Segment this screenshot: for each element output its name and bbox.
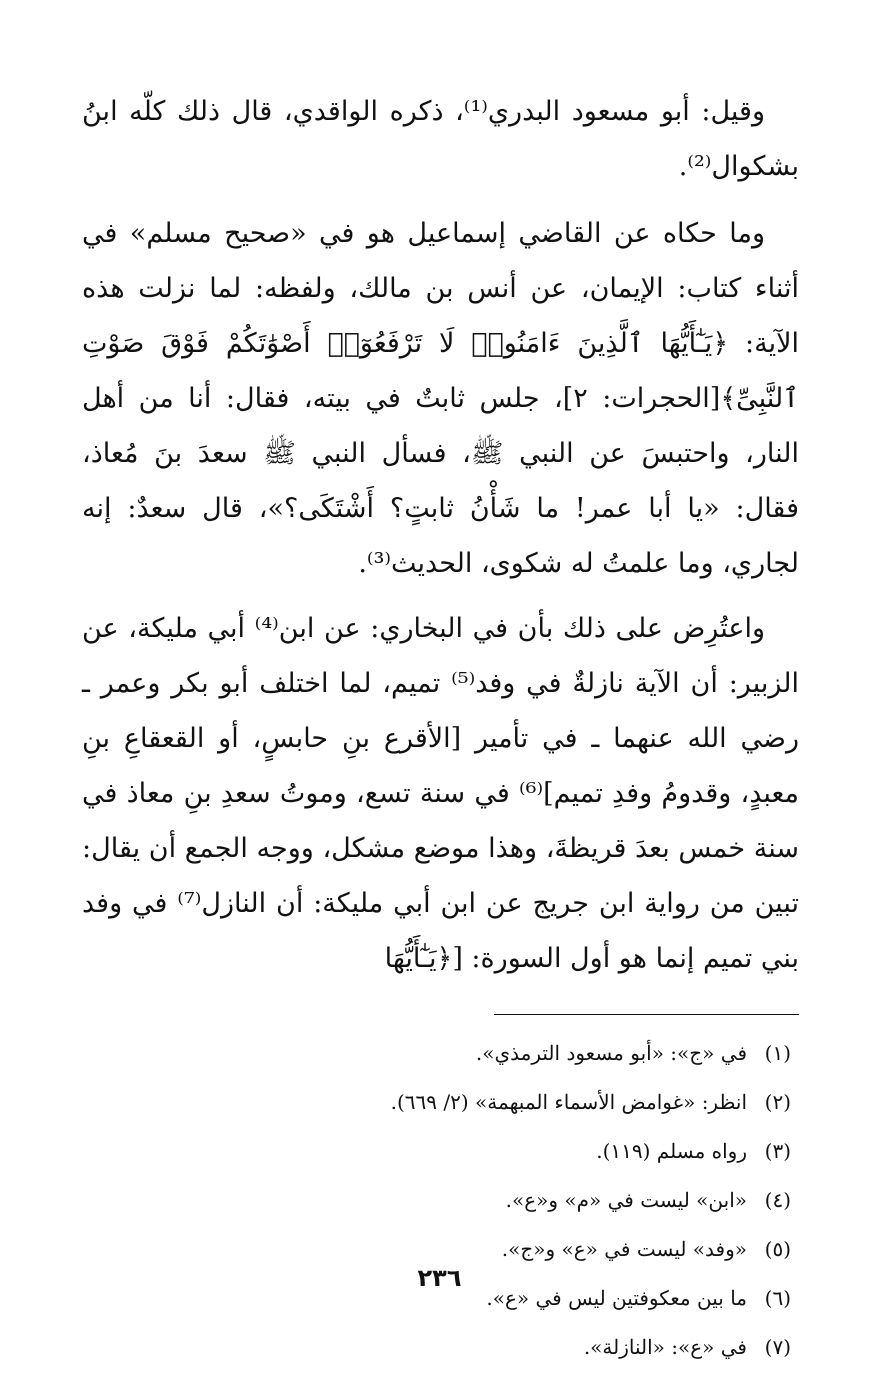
footnote-2 [82,1078,791,1127]
footnote-text: في «ج»: «أبو مسعود الترمذي». [475,1041,747,1065]
footnote-4 [82,1176,791,1225]
footnote-number: (٥) [764,1237,791,1261]
footnote-number: (٦) [764,1286,791,1310]
footnote-text: انظر: «غوامض الأسماء المبهمة» (٢/ ٦٦٩). [390,1090,747,1114]
footnote-7 [82,1323,791,1372]
footnote-separator [494,1014,799,1015]
footnote-list [82,1029,799,1372]
footnote-text: «وفد» ليست في «ع» و«ج». [501,1237,747,1261]
page-number: ٢٣٦ [417,1264,462,1292]
footnote-3 [82,1127,791,1176]
footnote-text: في «ع»: «النازلة». [583,1335,747,1359]
footnote-number: (٧) [764,1335,791,1359]
footnote-number: (٤) [764,1188,791,1212]
paragraph-2: وما حكاه عن القاضي إسماعيل هو في «صحيح مسلم» في أثناء كتاب: الإيمان، عن أنس بن مالك، ولفظه: لما نزلت هذه الآية: ﴿يَـٰٓأَيُّهَا ٱلَّذِينَ ءَامَنُوا۟ لَا تَرْفَعُوٓا۟ أَصْوَٰتَكُمْ فَوْقَ صَوْتِ ٱلنَّبِىِّ﴾[الحجرات: ٢]، جلس ثابتٌ في بيته، فقال: أنا من أهل النار، واحتبسَ عن النبي ﷺ، فسأل النبي ﷺ سعدَ بنَ مُعاذ، فقال: «يا أبا عمر! ما شَأْنُ ثابتٍ؟ أَشْتَكَى؟»، قال سعدٌ: إنه لجاري، وما علمتُ له شكوى، الحديث⁽³⁾. [82,218,799,579]
footnote-number: (٢) [764,1090,791,1114]
footnote-number: (١) [764,1041,791,1065]
paragraph-1: وقيل: أبو مسعود البدري⁽¹⁾، ذكره الواقدي، قال ذلك كلّه ابنُ بشكوال⁽²⁾. [82,96,799,182]
footnote-text: رواه مسلم (١١٩). [596,1139,747,1163]
footnote-text: ما بين معكوفتين ليس في «ع». [486,1286,747,1310]
footnote-number: (٣) [764,1139,791,1163]
footnote-text: «ابن» ليست في «م» و«ع». [505,1188,747,1212]
footnotes-section [82,1014,799,1372]
main-text [82,84,799,986]
footnote-1 [82,1029,791,1078]
paragraph-3: واعتُرِض على ذلك بأن في البخاري: عن ابن⁽⁴⁾ أبي مليكة، عن الزبير: أن الآية نازلةٌ في وفد⁽⁵⁾ تميم، لما اختلف أبو بكر وعمر ـ رضي الله عنهما ـ في تأمير [الأقرع بنِ حابسٍ، أو القعقاعِ بنِ معبدٍ، وقدومُ وفدِ تميم]⁽⁶⁾ في سنة تسع، وموتُ سعدِ بنِ معاذ في سنة خمس بعدَ قريظةَ، وهذا موضع مشكل، ووجه الجمع أن يقال: تبين من رواية ابن جريج عن ابن أبي مليكة: أن النازل⁽⁷⁾ في وفد بني تميم إنما هو أول السورة: [﴿يَـٰٓأَيُّهَا [82,613,799,974]
